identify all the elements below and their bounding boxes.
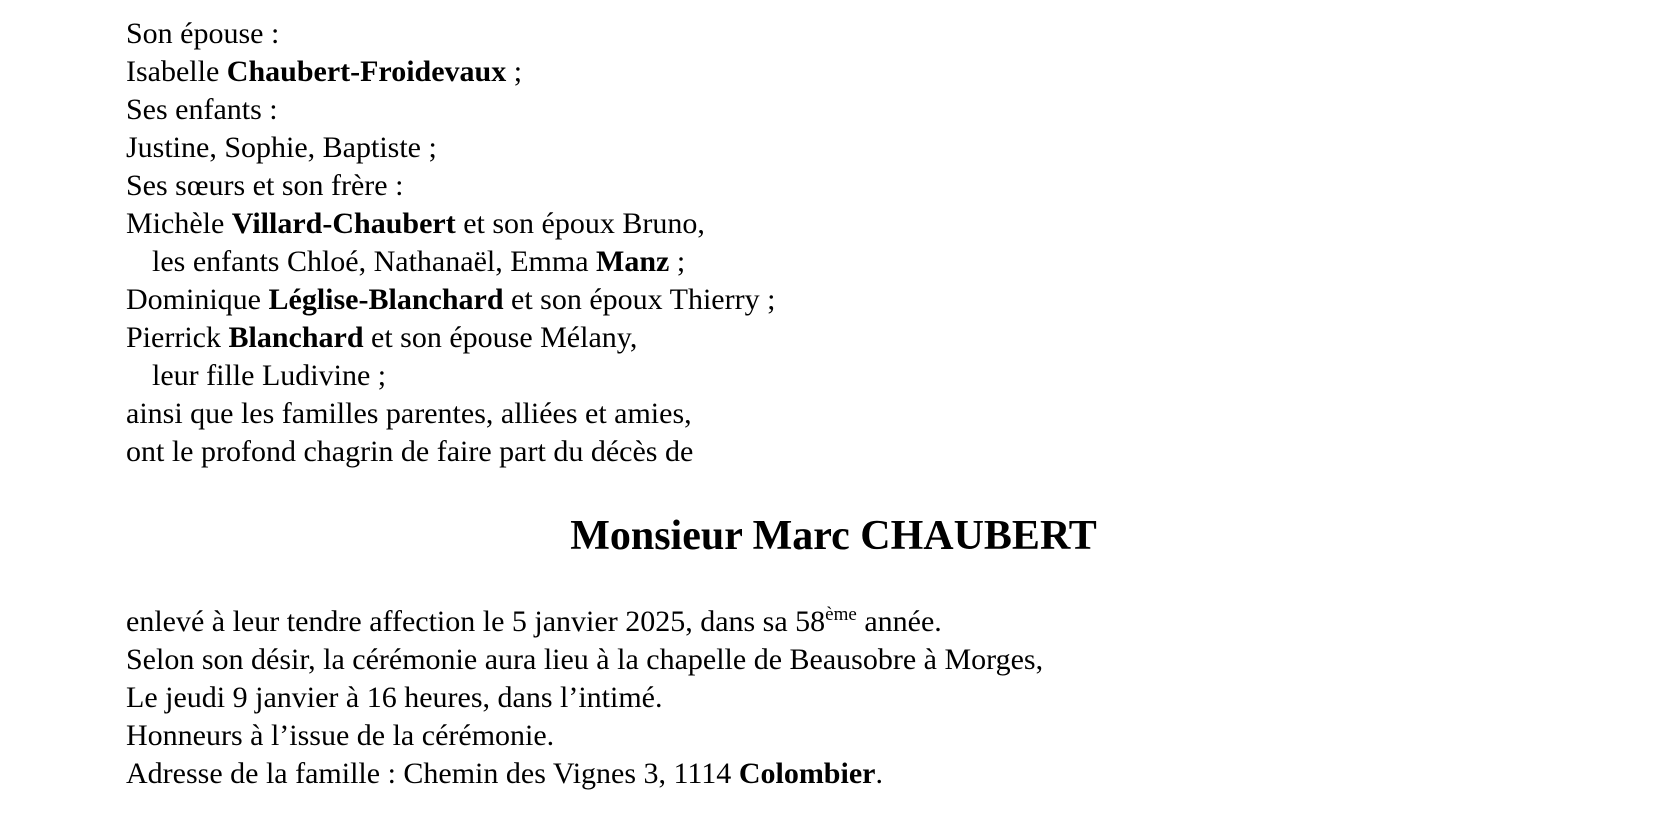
address-text: Adresse de la famille : Chemin des Vignes 3, 1114 [126, 757, 732, 790]
spouse-header: Son épouse : [126, 17, 280, 50]
ceremony-place-line: Selon son désir, la cérémonie aura lieu à la chapelle de Beausobre à Morges, [126, 643, 1044, 676]
sibling-3-first-name: Pierrick [126, 321, 221, 354]
families-line: ainsi que les familles parentes, alliées et amies, [126, 397, 692, 430]
sibling-1-children-last-name: Manz [596, 245, 670, 278]
spouse-first-name: Isabelle [126, 55, 220, 88]
sibling-1-first-name: Michèle [126, 207, 225, 240]
announcement-line: ont le profond chagrin de faire part du décès de [126, 435, 694, 468]
address-city: Colombier [738, 757, 876, 790]
sibling-3-rest: et son épouse Mélany, [363, 321, 638, 354]
spouse-line [126, 53, 522, 91]
children-header: Ses enfants : [126, 93, 278, 126]
sibling-1-children-end: ; [669, 245, 686, 278]
sibling-2-last-name: Léglise-Blanchard [268, 283, 504, 316]
sibling-2-line [126, 281, 775, 319]
sibling-2-first-name: Dominique [126, 283, 261, 316]
sibling-3-line [126, 319, 637, 357]
sibling-3-last-name: Blanchard [228, 321, 364, 354]
death-line [126, 603, 942, 641]
sibling-1-last-name: Villard-Chaubert [231, 207, 456, 240]
address-line [126, 755, 883, 793]
children-names: Justine, Sophie, Baptiste ; [126, 131, 437, 164]
spouse-last-name: Chaubert-Froidevaux [226, 55, 507, 88]
sibling-1-line [126, 205, 705, 243]
spouse-end: ; [506, 55, 523, 88]
ceremony-time-line: Le jeudi 9 janvier à 16 heures, dans l’intimé. [126, 681, 663, 714]
address-end: . [875, 757, 883, 790]
deceased-name: Monsieur Marc CHAUBERT [570, 513, 1097, 559]
sibling-1-children-names: les enfants Chloé, Nathanaël, Emma [152, 245, 589, 278]
sibling-3-child-line: leur fille Ludivine ; [152, 359, 387, 392]
death-text-end: année. [856, 605, 942, 638]
honors-line: Honneurs à l’issue de la cérémonie. [126, 719, 555, 752]
death-text: enlevé à leur tendre affection le 5 janvier 2025, dans sa 58 [126, 605, 826, 638]
sibling-2-rest: et son époux Thierry ; [503, 283, 776, 316]
ordinal-suffix: ème [825, 604, 857, 625]
sibling-1-rest: et son époux Bruno, [455, 207, 705, 240]
siblings-header: Ses sœurs et son frère : [126, 169, 404, 202]
sibling-1-children-line [126, 243, 685, 281]
